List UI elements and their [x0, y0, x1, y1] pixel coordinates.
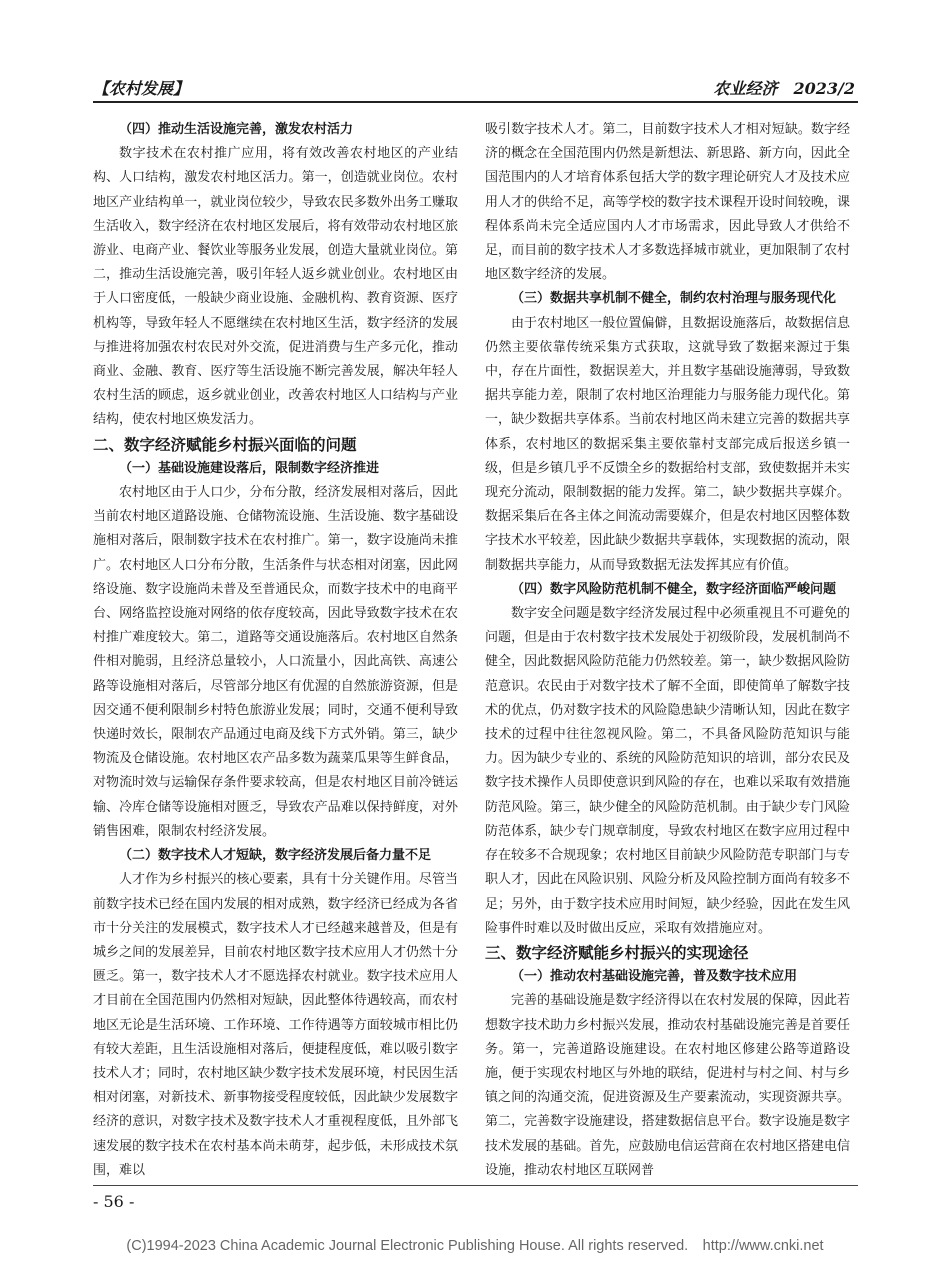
paragraph: 农村地区由于人口少，分布分散，经济发展相对落后，因此当前农村地区道路设施、仓储物流设施、生活设施、数字基础设施相对落后，限制数字技术在农村推广。第一，数字设施尚未推广。农村地区人口分布分散，生活条件与状态相对闭塞，因此网络设施、数字设施尚未普及至普通民众，而数字技术中的电商平台、网络监控设施对网络的依存度较高，因此导致数字技术在农村推广难度较大。第二，道路等交通设施落后。农村地区自然条件相对脆弱，且经济总量较小，人口流量小，因此高铁、高速公路等设施相对落后，尽管部分地区有优渥的自然旅游资源，但是因交通不便利限制乡村特色旅游业发展；同时，交通不便利导致快递时效长，限制农产品通过电商及线下方式外销。第三，缺少物流及仓储设施。农村地区农产品多数为蔬菜瓜果等生鲜食品，对物流时效与运输保存条件要求较高，但是农村地区目前冷链运输、冷库仓储等设施相对匮乏，导致农产品难以保持鲜度，对外销售困难，限制农村经济发展。	[93, 485, 458, 839]
subheading-2-1: （一）基础设施建设落后，限制数字经济推进	[119, 460, 380, 476]
paragraph: 数字技术在农村推广应用，将有效改善农村地区的产业结构、人口结构，激发农村地区活力。第一，创造就业岗位。农村地区产业结构单一，就业岗位较少，导致农民多数外出务工赚取生活收入，数字经济在农村地区发展后，将有效带动农村地区旅游业、电商产业、餐饮业等服务业发展，创造大量就业岗位。第二，推动生活设施完善，吸引年轻人返乡就业创业。农村地区由于人口密度低，一般缺少商业设施、金融机构、教育资源、医疗机构等，导致年轻人不愿继续在农村地区生活，数字经济的发展与推进将加强农村农民对外交流，促进消费与生产多元化，推动商业、金融、教育、医疗等生活设施不断完善发展，解决年轻人农村生活的顾虑，返乡就业创业，改善农村地区人口结构与产业结构，使农村地区焕发活力。	[93, 146, 458, 428]
section-heading-2: 二、数字经济赋能乡村振兴面临的问题	[93, 435, 357, 454]
subheading-2-2: （二）数字技术人才短缺，数字经济发展后备力量不足	[119, 848, 432, 864]
running-header-left: 【农村发展】	[93, 79, 190, 98]
subheading-1-4: （四）推动生活设施完善，激发农村活力	[119, 122, 354, 137]
footer-rule	[93, 1185, 858, 1186]
right-column	[485, 118, 850, 1183]
paragraph-continued: 吸引数字技术人才。第二，目前数字技术人才相对短缺。数字经济的概念在全国范围内仍然是新想法、新思路、新方向，因此全国范围内的人才培育体系包括大学的数字理论研究人才及技术应用人才的供给不足，高等学校的数字技术课程开设时间较晚，课程体系尚未完全适应国内人才市场需求，因此导致人才供给不足，而目前的数字技术人才多数选择城市就业，更加限制了农村地区数字经济的发展。	[485, 122, 850, 283]
left-column	[93, 118, 458, 1183]
section-heading-3: 三、数字经济赋能乡村振兴的实现途径	[485, 943, 749, 962]
subheading-3-1: （一）推动农村基础设施完善，普及数字技术应用	[511, 969, 798, 985]
paragraph: 数字安全问题是数字经济发展过程中必须重视且不可避免的问题，但是由于农村数字技术发展处于初级阶段，发展机制尚不健全，因此数据风险防范能力仍然较差。第一，缺少数据风险防范意识。农民由于对数字技术了解不全面，即使简单了解数字技术的优点，仍对数字技术的风险隐患缺少清晰认知，因此在数字技术的过程中往往忽视风险。第二，不具备风险防范知识与能力。因为缺少专业的、系统的风险防范知识的培训，部分农民及数字技术操作人员即使意识到风险的存在，也难以采取有效措施防范风险。第三，缺少健全的风险防范机制。由于缺少专门风险防范体系，缺少专门规章制度，导致农村地区在数字应用过程中存在较多不合规现象；农村地区目前缺少风险防范专职部门与专职人才，因此在风险识别、风险分析及风险控制方面尚有较多不足；另外，由于数字技术应用时间短，缺少经验，因此在发生风险事件时难以及时做出反应，采取有效措施应对。	[485, 606, 850, 936]
paragraph: 人才作为乡村振兴的核心要素，具有十分关键作用。尽管当前数字技术已经在国内发展的相对成熟，数字经济已经成为各省市十分关注的发展模式，数字技术人才已经越来越普及，但是有城乡之间的发展差异，目前农村地区数字技术应用人才仍然十分匮乏。第一，数字技术人才不愿选择农村就业。数字技术应用人才目前在全国范围内仍然相对短缺，因此整体待遇较高，而农村地区无论是生活环境、工作环境、工作待遇等方面较城市相比仍有较大差距，且生活设施相对落后，便捷程度低，难以吸引数字技术人才；同时，农村地区缺少数字技术发展环境，村民因生活相对闭塞，对新技术、新事物接受程度较低，因此缺少发展数字经济的意识，对数字技术及数字技术人才重视程度低，且外部飞速发展的数字技术在农村基本尚未萌芽，起步低，未形成技术氛围，难以	[93, 872, 458, 1178]
subheading-2-4: （四）数字风险防范机制不健全，数字经济面临严峻问题	[511, 581, 837, 597]
running-header-right: 农业经济 2023/2	[713, 79, 855, 98]
subheading-2-3: （三）数据共享机制不健全，制约农村治理与服务现代化	[511, 291, 837, 307]
paragraph: 完善的基础设施是数字经济得以在农村发展的保障，因此若想数字技术助力乡村振兴发展，推动农村基础设施完善是首要任务。第一，完善道路设施建设。在农村地区修建公路等道路设施，便于实现农村地区与外地的联结，促进村与村之间、村与乡镇之间的沟通交流，促进资源及生产要素流动，实现资源共享。第二，完善数字设施建设，搭建数据信息平台。数字设施是数字技术发展的基础。首先，应鼓励电信运营商在农村地区搭建电信设施，推动农村地区互联网普	[485, 993, 850, 1178]
paragraph: 由于农村地区一般位置偏僻，且数据设施落后，故数据信息仍然主要依靠传统采集方式获取，这就导致了数据来源过于集中，存在片面性，数据误差大，并且数字基础设施薄弱，导致数据共享能力差，限制了农村地区治理能力与服务能力现代化。第一，缺少数据共享体系。当前农村地区尚未建立完善的数据共享体系，农村地区的数据采集主要依靠村支部完成后报送乡镇一级，但是乡镇几乎不反馈全乡的数据给村支部，致使数据并未实现充分流动，限制数据的能力发挥。第二，缺少数据共享媒介。数据采集后在各主体之间流动需要媒介，但是农村地区因整体数字技术水平较差，因此缺少数据共享载体，实现数据的流动，限制数据共享能力，从而导致数据无法发挥其应有价值。	[485, 315, 850, 573]
header-rule	[93, 101, 858, 103]
copyright-notice: (C)1994-2023 China Academic Journal Electronic Publishing House. All rights reserved. http://www.cnki.net	[126, 1238, 824, 1254]
page-number: - 56 -	[93, 1192, 135, 1211]
